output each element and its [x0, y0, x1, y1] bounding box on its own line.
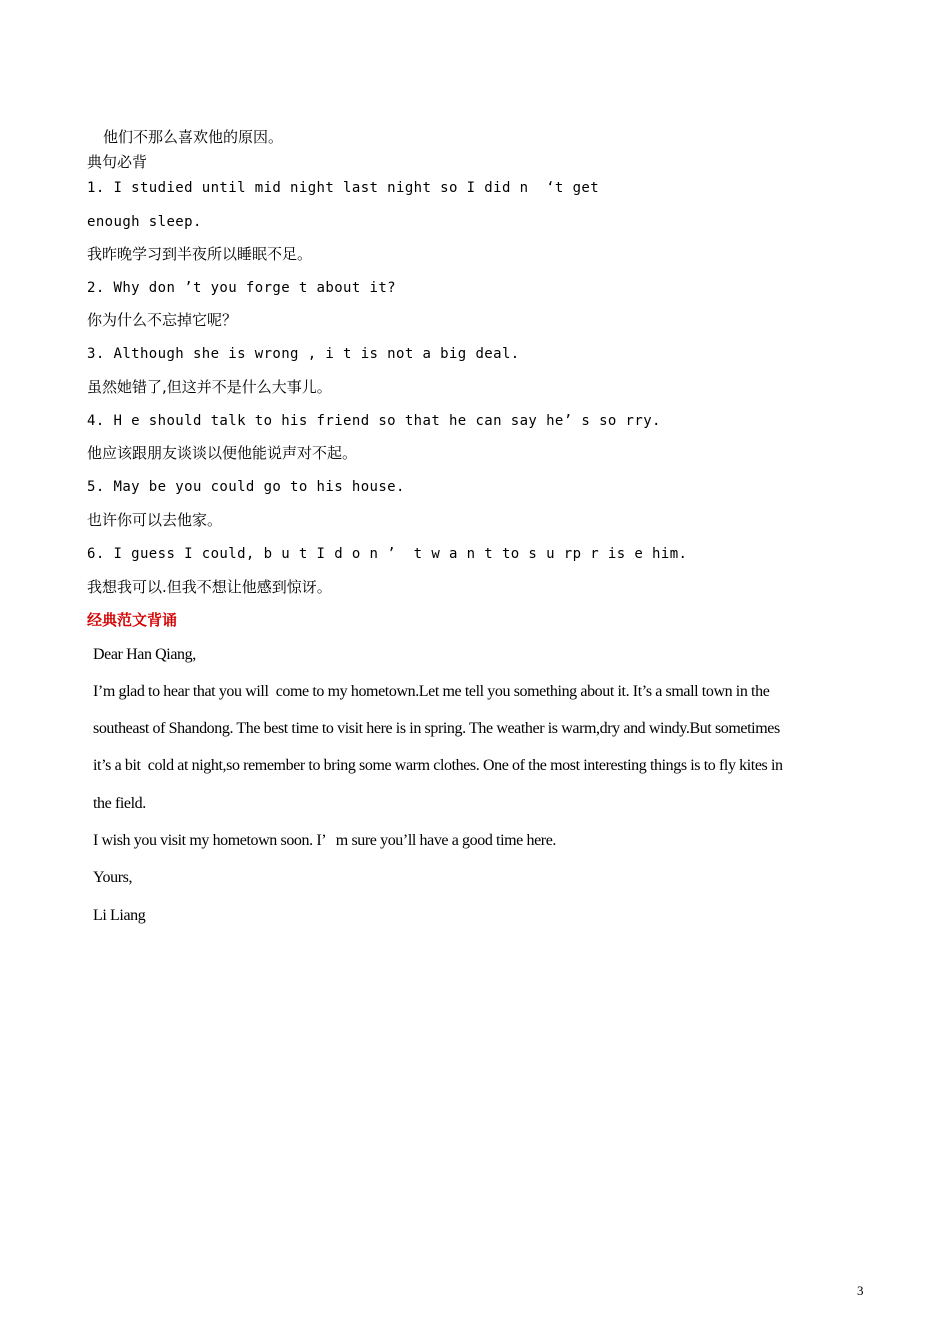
sentence-2-english: 2. Why don ’t you forge t about it?: [87, 280, 397, 296]
sentence-6-english: 6. I guess I could, b u t I d o n ’ t w a n t to s u rp r is e him.: [87, 546, 688, 562]
sentence-1-english: 1. I studied until mid night last night so I did n ‘t get: [87, 180, 600, 196]
sentence-4-chinese: 他应该跟朋友谈谈以便他能说声对不起。: [87, 444, 358, 462]
section-title: 典句必背: [87, 153, 148, 171]
sentence-5-english: 5. May be you could go to his house.: [87, 479, 405, 495]
intro-line: 他们不那么喜欢他的原因。: [103, 128, 284, 146]
page-number: 3: [857, 1283, 864, 1298]
sentence-2-chinese: 你为什么不忘掉它呢？: [87, 311, 238, 329]
sentence-5-chinese: 也许你可以去他家。: [87, 511, 223, 529]
letter-signature: Li Liang: [93, 907, 146, 924]
letter-line-3: it’s a bit cold at night,so remember to bring some warm clothes. One of the most interesting things is to fly kites in: [93, 757, 783, 774]
sentence-1-chinese: 我昨晚学习到半夜所以睡眠不足。: [87, 245, 313, 263]
letter-line-4: the field.: [93, 795, 146, 812]
letter-line-5: I wish you visit my hometown soon. I’ m sure you’ll have a good time here.: [93, 832, 556, 849]
letter-line-2: southeast of Shandong. The best time to visit here is in spring. The weather is warm,dry and windy.But sometimes: [93, 720, 780, 737]
sentence-4-english: 4. H e should talk to his friend so that he can say he’ s so rry.: [87, 413, 661, 429]
letter-closing: Yours,: [93, 869, 133, 886]
sentence-3-chinese: 虽然她错了,但这并不是什么大事儿。: [87, 378, 332, 396]
letter-line-1: I’m glad to hear that you will come to my hometown.Let me tell you something about it. It’s a small town in the: [93, 683, 770, 700]
sentence-3-english: 3. Although she is wrong , i t is not a big deal.: [87, 346, 520, 362]
sentence-6-chinese: 我想我可以.但我不想让他感到惊讶。: [87, 578, 332, 596]
letter-greeting: Dear Han Qiang,: [93, 646, 196, 663]
essay-title: 经典范文背诵: [87, 611, 178, 629]
sentence-1-english-continued: enough sleep.: [87, 214, 202, 230]
